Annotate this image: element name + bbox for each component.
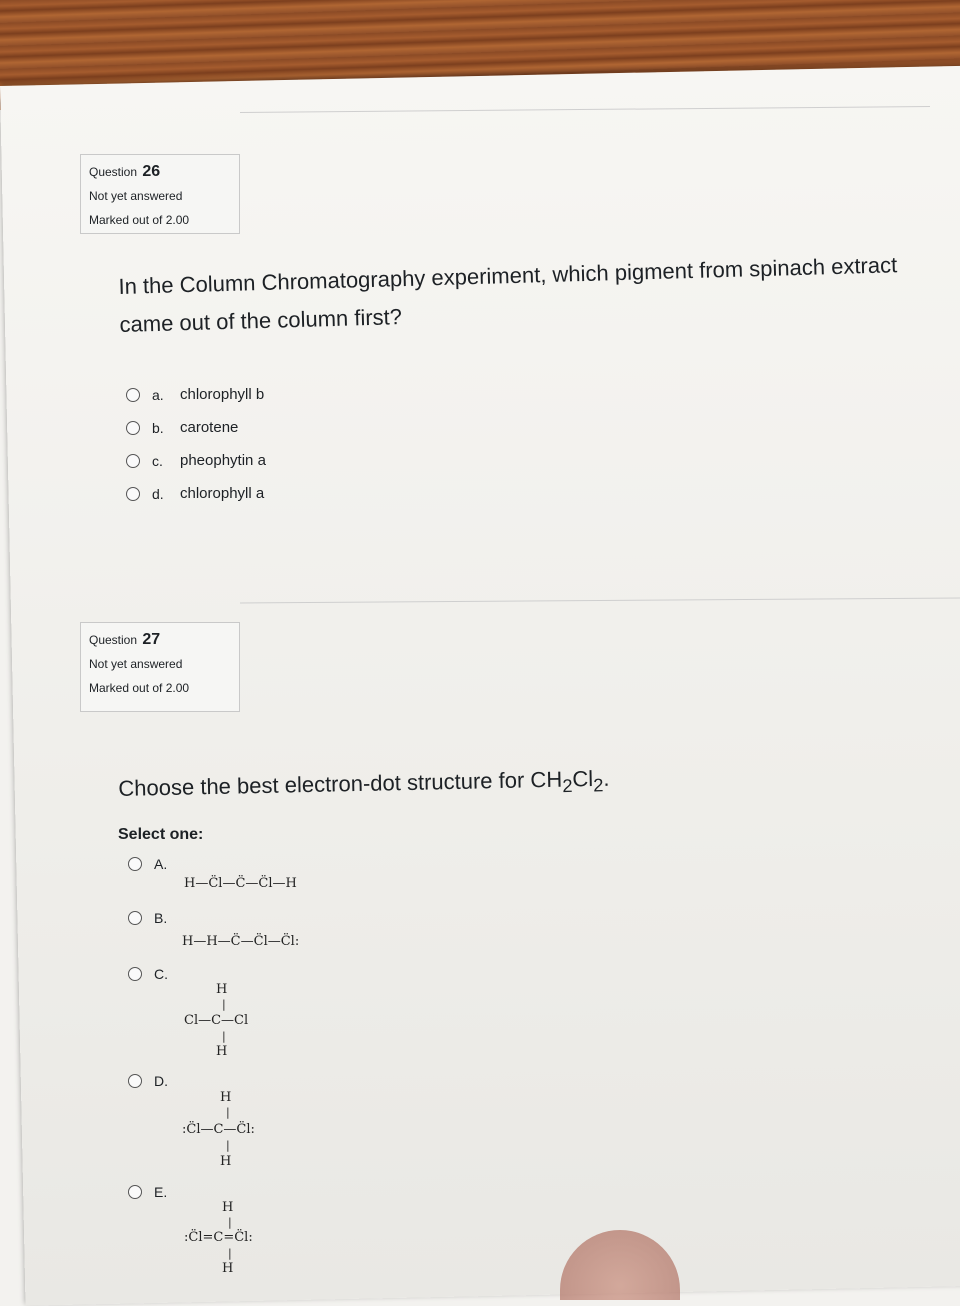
- question-26-status: Not yet answered: [89, 189, 183, 203]
- structure-d-top: H: [220, 1090, 232, 1105]
- radio-button[interactable]: [126, 487, 140, 501]
- select-one-label: Select one:: [118, 826, 204, 843]
- question-26-number: 26: [142, 163, 161, 180]
- q27-option-a[interactable]: [128, 856, 182, 872]
- radio-button[interactable]: [128, 967, 142, 981]
- q27-option-b[interactable]: [128, 910, 182, 926]
- structure-c-middle: Cl—C—Cl: [184, 1013, 249, 1028]
- option-letter: D.: [154, 1073, 168, 1089]
- question-27-label: Question 27: [89, 631, 161, 648]
- option-text: pheophytin a: [180, 452, 266, 469]
- q26-option-b[interactable]: [126, 419, 238, 436]
- question-26-info: [80, 154, 240, 234]
- structure-c-bottom: H: [216, 1044, 228, 1059]
- option-letter: c.: [152, 452, 163, 469]
- question-26-marks: Marked out of 2.00: [89, 213, 190, 227]
- option-text: chlorophyll a: [180, 485, 265, 502]
- radio-button[interactable]: [126, 421, 140, 435]
- radio-button[interactable]: [126, 388, 140, 402]
- q26-option-a[interactable]: [126, 386, 264, 403]
- structure-d-middle: :C̈l—C—C̈l:: [182, 1122, 255, 1137]
- structure-c-bond-down: |: [222, 1030, 226, 1043]
- radio-button[interactable]: [128, 1185, 142, 1199]
- structure-e-middle: :C̈l=C=C̈l:: [184, 1230, 253, 1245]
- option-letter: E.: [154, 1184, 168, 1200]
- option-text: chlorophyll b: [180, 386, 265, 403]
- structure-b: H—H—C̈—C̈l—C̈l:: [182, 934, 300, 949]
- question-26-label: Question 26: [89, 163, 161, 180]
- question-27-number: 27: [142, 631, 161, 648]
- q27-option-e[interactable]: [128, 1184, 182, 1200]
- structure-d-bottom: H: [220, 1154, 232, 1169]
- option-letter: A.: [154, 856, 168, 872]
- question-27-text: Choose the best electron-dot structure for $CH_2Cl_2$.: [118, 765, 610, 801]
- radio-button[interactable]: [126, 454, 140, 468]
- option-letter: d.: [152, 485, 164, 502]
- q26-option-d[interactable]: [126, 485, 264, 502]
- option-letter: B.: [154, 910, 168, 926]
- option-letter: a.: [152, 386, 164, 403]
- structure-e-bottom: H: [222, 1261, 234, 1276]
- q26-option-c[interactable]: [126, 452, 266, 469]
- structure-a: H—C̈l—C̈—C̈l—H: [184, 876, 297, 891]
- structure-e-bond-down: |: [228, 1247, 232, 1260]
- q27-option-c[interactable]: [128, 966, 182, 982]
- radio-button[interactable]: [128, 857, 142, 871]
- radio-button[interactable]: [128, 1074, 142, 1088]
- structure-c-top: H: [216, 982, 228, 997]
- radio-button[interactable]: [128, 911, 142, 925]
- option-letter: b.: [152, 419, 164, 436]
- structure-c-bond-up: |: [222, 998, 226, 1011]
- structure-e-top: H: [222, 1200, 234, 1215]
- question-27-status: Not yet answered: [89, 657, 183, 671]
- question-27-marks: Marked out of 2.00: [89, 681, 190, 695]
- question-27-info: [80, 622, 240, 712]
- q27-option-d[interactable]: [128, 1073, 182, 1089]
- structure-d-bond-down: |: [226, 1139, 230, 1152]
- structure-d-bond-up: |: [226, 1106, 230, 1119]
- option-letter: C.: [154, 966, 168, 982]
- option-text: carotene: [180, 419, 239, 436]
- question-26-text: In the Column Chromatography experiment, which pigment from spinach extract came out of the column first?: [118, 252, 898, 337]
- structure-e-bond-up: |: [228, 1216, 232, 1229]
